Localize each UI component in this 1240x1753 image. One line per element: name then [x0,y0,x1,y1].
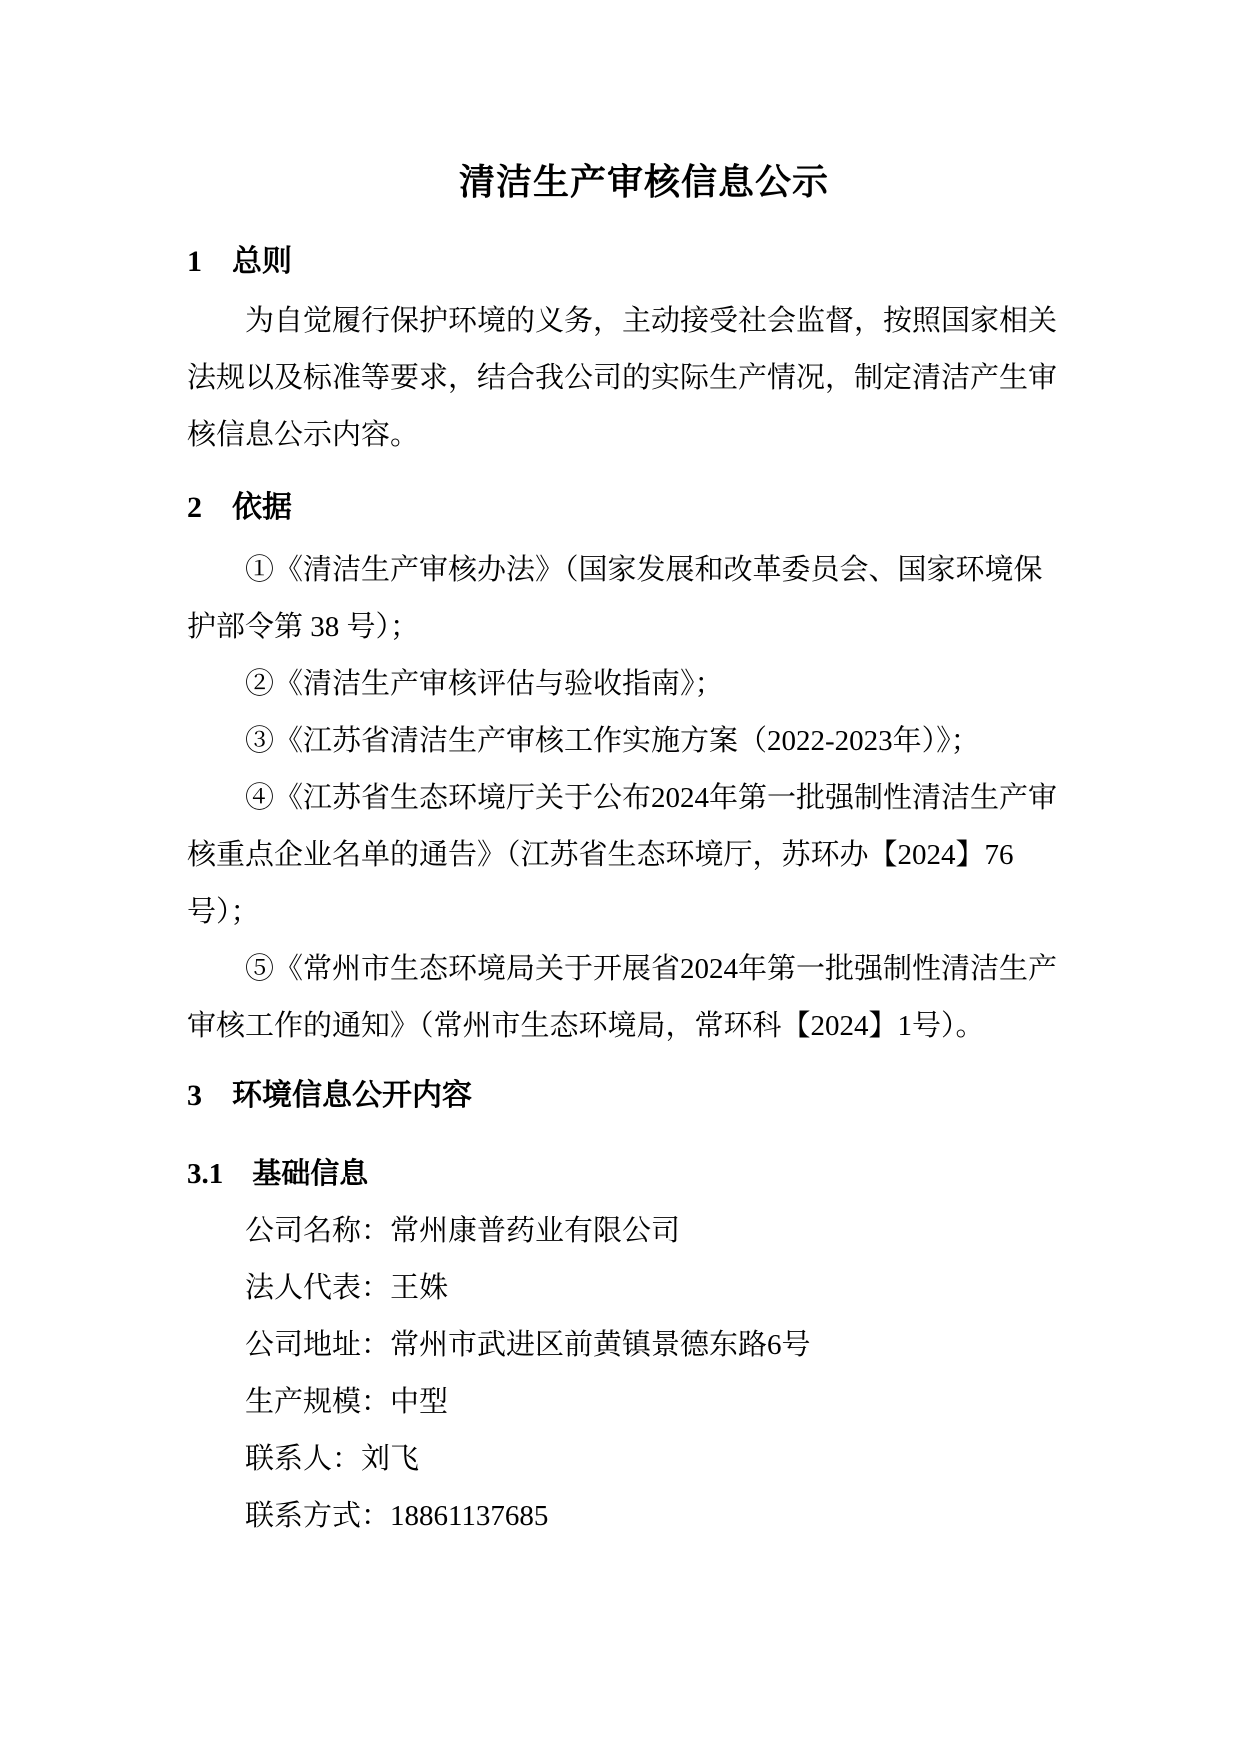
body-line: 为自觉履行保护环境的义务，主动接受社会监督，按照国家相关 [245,305,1058,337]
reference-item-1 [187,542,1053,656]
section-3-heading: 3 环境信息公开内容 [187,1079,472,1112]
body-line: 核重点企业名单的通告》（江苏省生态环境厅，苏环办【2024】76 [187,839,1014,871]
basic-info-fields [187,1203,1053,1545]
body-line: 护部令第 38 号）； [187,611,420,643]
reference-item-2 [187,656,1053,713]
body-line: ①《清洁生产审核办法》（国家发展和改革委员会、国家环境保 [245,554,1043,586]
document-content [0,160,1058,1545]
section-3-1-heading: 3.1 基础信息 [187,1158,369,1190]
reference-item-5 [187,941,1058,1055]
section-1-heading: 1 总则 [187,245,292,278]
field-contact-person: 联系人：刘飞 [245,1443,420,1475]
body-line: ③《江苏省清洁生产审核工作实施方案（2022-2023年）》； [245,725,980,757]
section-2-heading: 2 依据 [187,491,292,524]
body-line: 号）； [187,896,260,928]
body-line: ②《清洁生产审核评估与验收指南》； [245,668,724,700]
field-legal-representative: 法人代表：王姝 [245,1272,449,1304]
body-line: ⑤《常州市生态环境局关于开展省2024年第一批强制性清洁生产 [245,953,1058,985]
section-1-paragraph [187,293,1058,464]
reference-item-4 [187,770,1058,941]
body-line: ④《江苏省生态环境厅关于公布2024年第一批强制性清洁生产审 [245,782,1058,814]
field-company-address: 公司地址：常州市武进区前黄镇景德东路6号 [245,1329,811,1361]
body-line: 法规以及标准等要求，结合我公司的实际生产情况，制定清洁产生审 [187,362,1058,394]
body-line: 审核工作的通知》（常州市生态环境局，常环科【2024】1号）。 [187,1010,985,1042]
reference-item-3 [187,713,1053,770]
document-title: 清洁生产审核信息公示 [458,162,829,202]
field-contact-number: 联系方式：18861137685 [245,1500,549,1532]
body-line: 核信息公示内容。 [187,419,420,451]
field-production-scale: 生产规模：中型 [245,1386,449,1418]
field-company-name: 公司名称：常州康普药业有限公司 [245,1215,681,1247]
